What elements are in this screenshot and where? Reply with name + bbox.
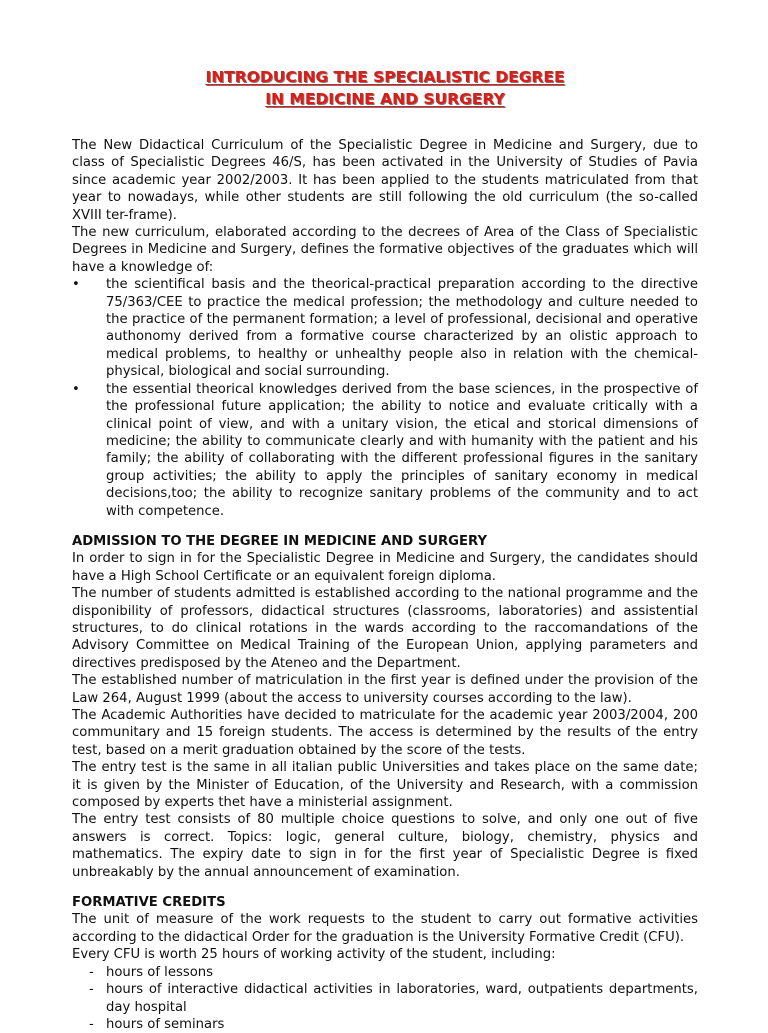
page-title xyxy=(72,66,698,110)
section-heading-admission: ADMISSION TO THE DEGREE IN MEDICINE AND SURGERY xyxy=(72,533,487,549)
credits-paragraph: The unit of measure of the work requests to the student to carry out formative activities according to the didactical Order for the graduation is the University Formative Credit (CFU). xyxy=(72,912,698,945)
section-heading-credits: FORMATIVE CREDITS xyxy=(72,895,226,911)
admission-paragraph: The established number of matriculation in the first year is defined under the provision of the Law 264, August 1999 (about the access to university courses according to the law). xyxy=(72,673,698,706)
title-line-2: IN MEDICINE AND SURGERY xyxy=(265,90,505,108)
list-item xyxy=(72,1016,698,1033)
activities-list xyxy=(72,964,698,1033)
intro-paragraph: The New Didactical Curriculum of the Specialistic Degree in Medicine and Surgery, due to class of Specialistic Degrees 46/S, has been activated in the University of Studies of Pavia since academic year 2002/2003. It has been applied to the students matriculated from that year to nowadays, while other students are still following the old curriculum (the so-called XVIII ter-frame). xyxy=(72,138,698,223)
admission-section xyxy=(72,550,698,881)
admission-paragraph: The number of students admitted is established according to the national programme and the disponibility of professors, didactical structures (classrooms, laboratories) and assistential structures, to do clinical rotations in the wards according to the raccomandations of the Advisory Committee on Medical Training of the European Union, applying parameters and directives predisposed by the Ateneo and the Department. xyxy=(72,586,698,671)
bullet-icon: • xyxy=(72,277,80,293)
list-item-text: hours of lessons xyxy=(106,964,213,980)
intro-section xyxy=(72,137,698,520)
list-item-text: hours of interactive didactical activities in laboratories, ward, outpatients departments, day hospital xyxy=(106,982,698,1015)
objectives-list xyxy=(72,276,698,520)
title-line-1: INTRODUCING THE SPECIALISTIC DEGREE xyxy=(205,68,565,86)
admission-paragraph: The Academic Authorities have decided to matriculate for the academic year 2003/2004, 200 communitary and 15 foreign students. The access is determined by the results of the entry test, based on a merit graduation obtained by the score of the tests. xyxy=(72,708,698,758)
bullet-icon: • xyxy=(72,381,80,397)
list-item xyxy=(72,276,698,380)
dash-icon: - xyxy=(89,982,94,998)
admission-paragraph: The entry test is the same in all italian public Universities and takes place on the same date; it is given by the Minister of Education, of the University and Research, with a commission composed by experts thet have a ministerial assignment. xyxy=(72,760,698,811)
document-page xyxy=(72,66,698,1033)
admission-paragraph: In order to sign in for the Specialistic Degree in Medicine and Surgery, the candidates should have a High School Certificate or an equivalent foreign diploma. xyxy=(72,551,698,584)
credits-section xyxy=(72,911,698,1033)
list-item xyxy=(72,381,698,520)
credits-paragraph: Every CFU is worth 25 hours of working activity of the student, including: xyxy=(72,947,556,963)
list-item xyxy=(72,981,698,1016)
list-item xyxy=(72,964,698,981)
dash-icon: - xyxy=(89,1016,94,1032)
admission-paragraph: The entry test consists of 80 multiple choice questions to solve, and only one out of five answers is correct. Topics: logic, general culture, biology, chemistry, physics and mathematics. The expiry date to sign in for the first year of Specialistic Degree is fixed unbreakably by the annual announcement of examination. xyxy=(72,812,698,880)
intro-paragraph: The new curriculum, elaborated according to the decrees of Area of the Class of Specialistic Degrees in Medicine and Surgery, defines the formative objectives of the graduates which will have a knowledge of: xyxy=(72,225,698,275)
list-item-text: the essential theorical knowledges derived from the base sciences, in the prospective of the professional future application; the ability to notice and evaluate critically with a clinical point of view, and with a unitary vision, the etical and storical dimensions of medicine; the ability to communicate clearly and with humanity with the patient and his family; the ability of collaborating with the different professional figures in the sanitary group activities; the ability to apply the principles of sanitary economy in medical decisions,too; the ability to recognize sanitary problems of the community and to act with competence. xyxy=(106,381,698,519)
list-item-text: the scientifical basis and the theorical-practical preparation according to the directive 75/363/CEE to practice the medical profession; the methodology and culture needed to the practice of the permanent formation; a level of professional, decisional and operative authonomy derived from a formative course characterized by an olistic approach to medical problems, to healthy or unhealthy people also in relation with the chemical-physical, biological and social surrounding. xyxy=(106,277,698,380)
dash-icon: - xyxy=(89,964,94,980)
list-item-text: hours of seminars xyxy=(106,1016,225,1032)
